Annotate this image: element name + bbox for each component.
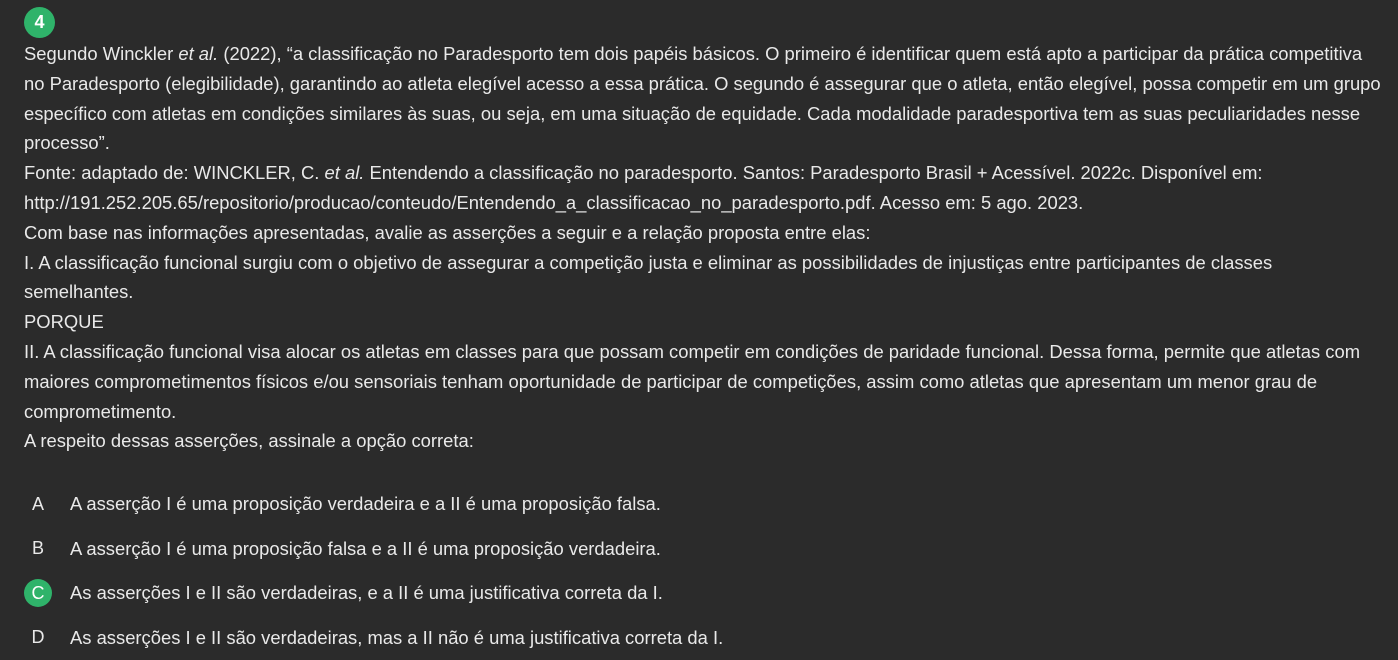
option-letter-d: D bbox=[24, 624, 52, 652]
assertion-two: II. A classificação funcional visa alocar os atletas em classes para que possam competir em condições de paridade funcional. Dessa forma, permite que atletas com maiores comprometimentos físicos e/ou sensoriais tenham oportunidade de participar de competições, assim como atletas que apresentam um menor grau de comprometimento. bbox=[24, 337, 1384, 426]
citation-paragraph: Segundo Winckler et al. (2022), “a classificação no Paradesporto tem dois papéis básicos. O primeiro é identificar quem está apto a participar da prática competitiva no Paradesporto (elegibilidade), garantindo ao atleta elegível acesso a essa prática. O segundo é assegurar que o atleta, então elegível, possa competir em um grupo específico com atletas em condições similares às suas, ou seja, em uma situação de equidade. Cada modalidade paradesportiva tem as suas peculiaridades nesse processo”. bbox=[24, 39, 1384, 158]
option-b[interactable] bbox=[24, 527, 1384, 572]
option-a[interactable] bbox=[24, 482, 1384, 527]
because-connector: PORQUE bbox=[24, 307, 1384, 337]
option-c[interactable] bbox=[24, 571, 1384, 616]
option-letter-c-selected: C bbox=[24, 579, 52, 607]
option-text-c: As asserções I e II são verdadeiras, e a II é uma justificativa correta da I. bbox=[70, 582, 663, 604]
option-letter-b: B bbox=[24, 535, 52, 563]
option-d[interactable] bbox=[24, 616, 1384, 660]
question-statement bbox=[24, 39, 1384, 456]
option-text-d: As asserções I e II são verdadeiras, mas a II não é uma justificativa correta da I. bbox=[70, 627, 723, 649]
question-number-badge: 4 bbox=[24, 7, 55, 38]
option-text-b: A asserção I é uma proposição falsa e a II é uma proposição verdadeira. bbox=[70, 538, 661, 560]
answer-options bbox=[24, 482, 1384, 660]
source-paragraph: Fonte: adaptado de: WINCKLER, C. et al. Entendendo a classificação no paradesporto. Santos: Paradesporto Brasil + Acessível. 2022c. Disponível em: http://191.252.205.65/repositorio/producao/conteudo/Entendendo_a_classificacao_no_paradesporto.pdf. Acesso em: 5 ago. 2023. bbox=[24, 158, 1384, 218]
instruction-paragraph: Com base nas informações apresentadas, avalie as asserções a seguir e a relação proposta entre elas: bbox=[24, 218, 1384, 248]
question-prompt: A respeito dessas asserções, assinale a opção correta: bbox=[24, 426, 1384, 456]
option-text-a: A asserção I é uma proposição verdadeira e a II é uma proposição falsa. bbox=[70, 493, 661, 515]
option-letter-a: A bbox=[24, 490, 52, 518]
assertion-one: I. A classificação funcional surgiu com o objetivo de assegurar a competição justa e eliminar as possibilidades de injustiças entre participantes de classes semelhantes. bbox=[24, 248, 1384, 308]
